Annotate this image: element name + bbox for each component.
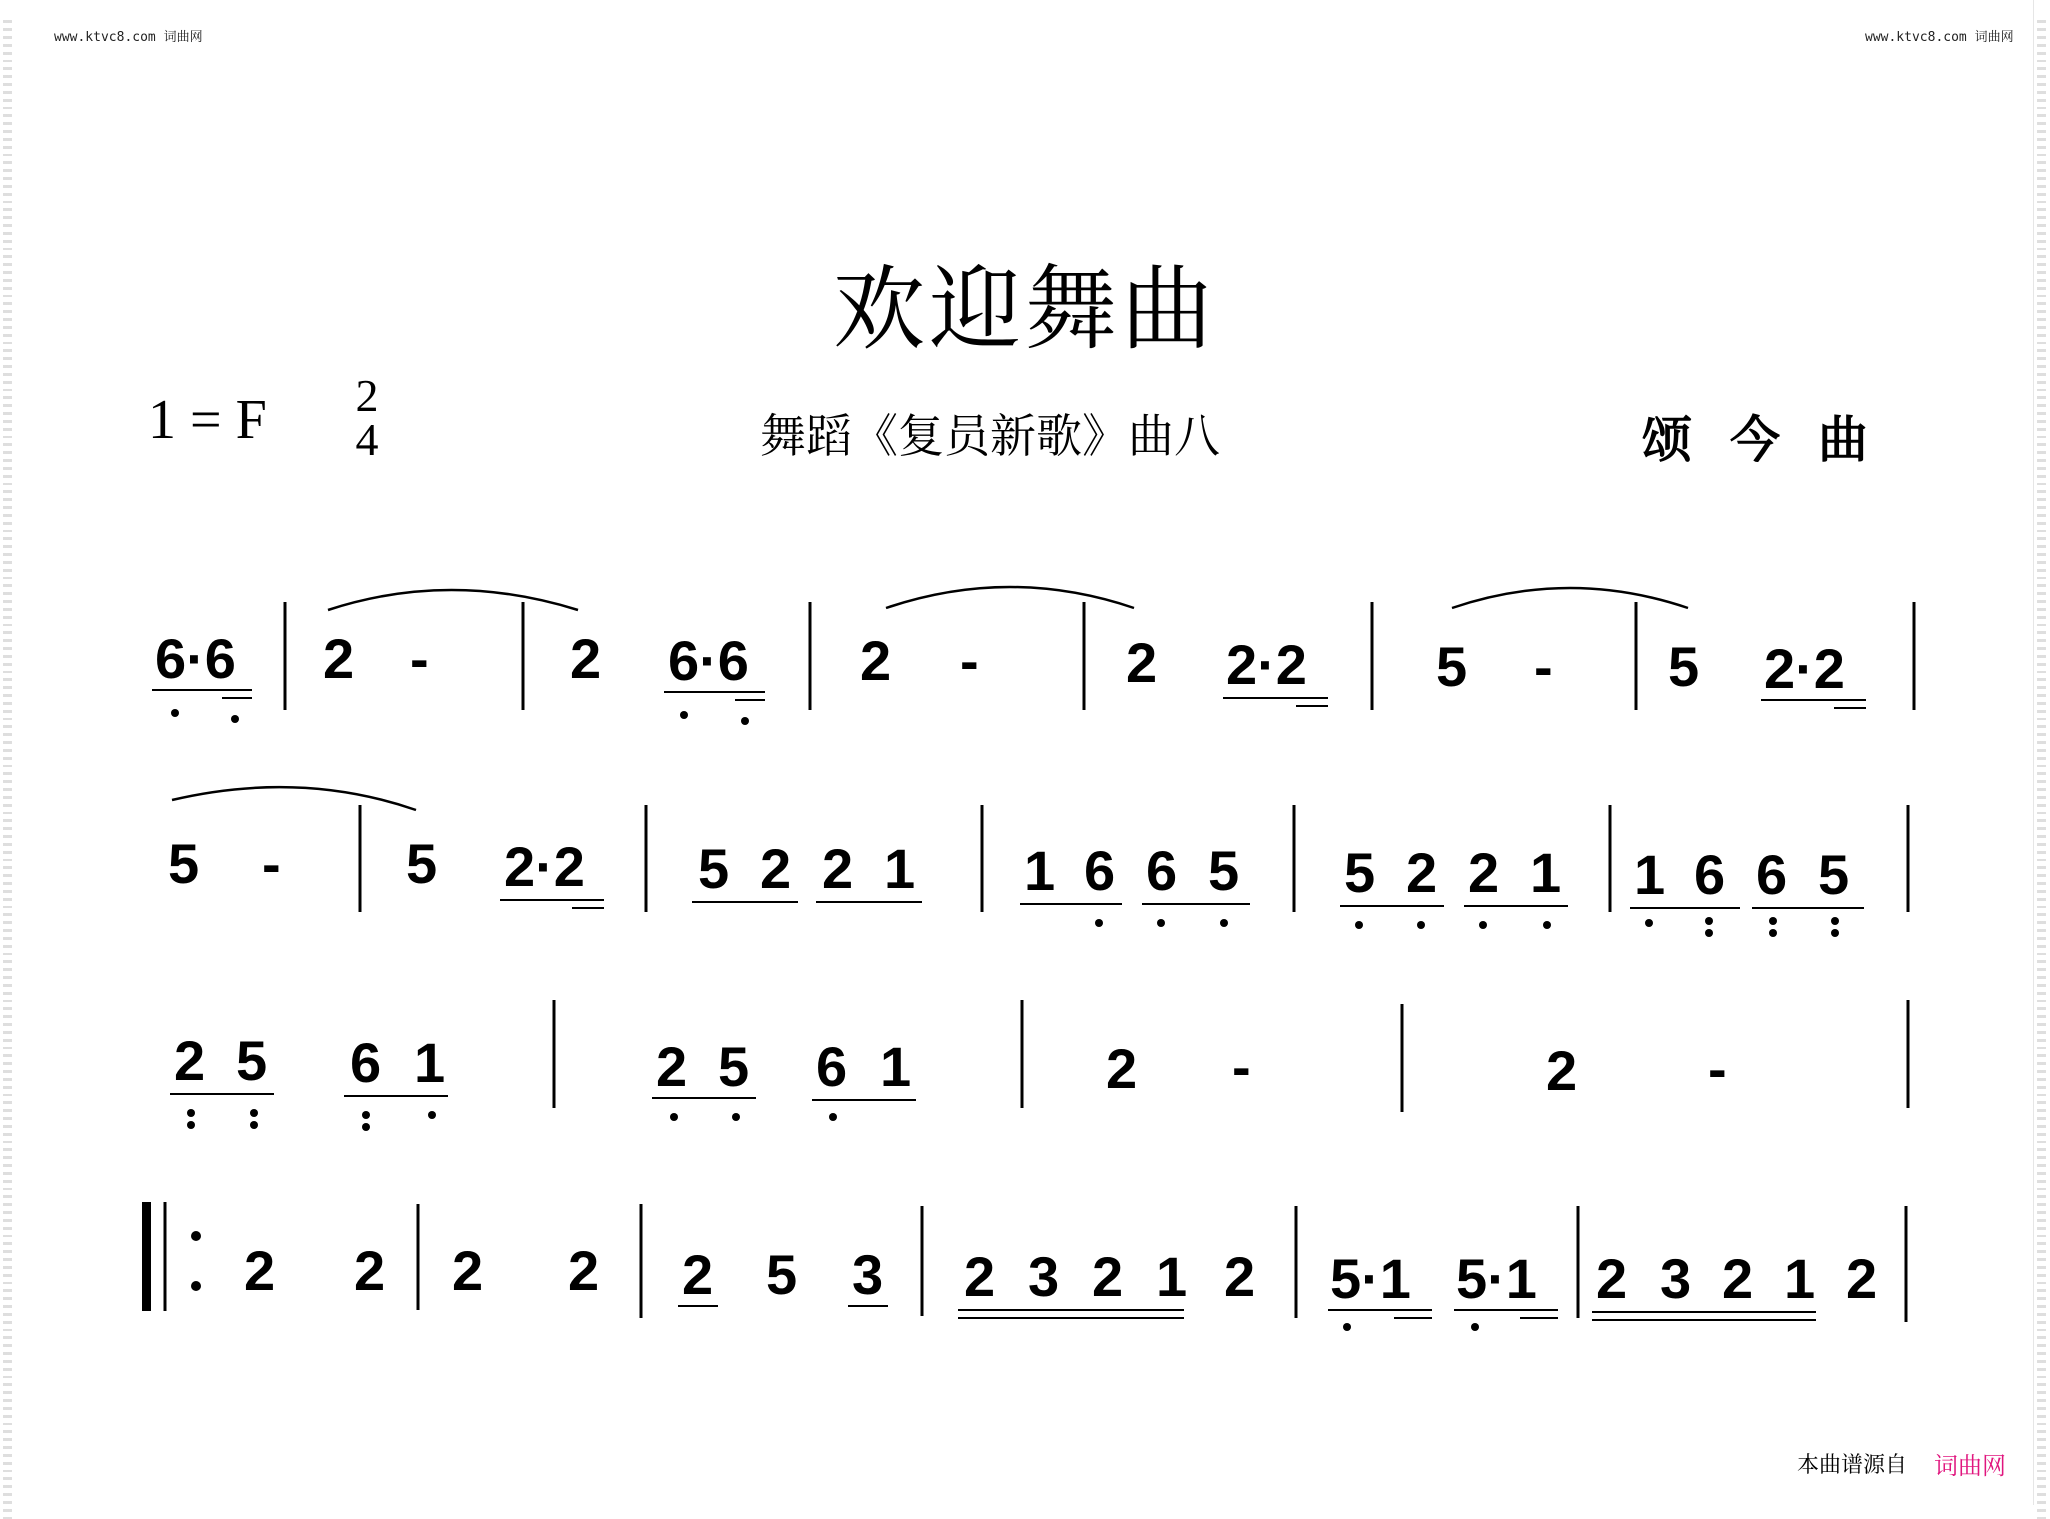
lower-octave-dot [428,1111,436,1119]
repeat-dot [191,1281,201,1291]
lower-octave-dot [1769,917,1777,925]
note: 2 [1224,1245,1256,1308]
note: 6 [350,1031,382,1094]
dash: - [1708,1037,1727,1100]
note: 6 [1756,843,1788,906]
lower-octave-dot [1831,929,1839,937]
time-signature-bottom: 4 [355,414,379,465]
note: 5 [1344,841,1376,904]
note: 2 [1106,1037,1138,1100]
note: 2 [964,1245,996,1308]
lower-octave-dot [732,1113,740,1121]
note: 2 [822,837,854,900]
note: 2 [760,837,792,900]
note: 1 [414,1031,446,1094]
tie [172,787,416,810]
watermark-left: www.ktvc8.com 词曲网 [54,30,203,45]
note: 3 [1660,1247,1692,1310]
note: 3 [852,1243,884,1306]
note: 2 [570,627,602,690]
lower-octave-dot [1479,921,1487,929]
note: 2 [568,1239,600,1302]
note: 6 [1084,839,1116,902]
tie [886,587,1134,608]
lower-octave-dot [1343,1323,1351,1331]
note: 5 [406,832,438,895]
lower-octave-dot [829,1113,837,1121]
note: 1 [1024,839,1056,902]
lower-octave-dot [1831,917,1839,925]
lower-octave-dot [1355,921,1363,929]
note: 2·2 [1226,633,1307,696]
lower-octave-dot [670,1113,678,1121]
time-signature-top: 2 [355,370,379,421]
note: 2 [323,627,355,690]
tie [1452,588,1688,608]
tie [328,590,578,610]
note: 5 [1436,635,1468,698]
note: 5 [698,837,730,900]
lower-octave-dot [1705,917,1713,925]
lower-octave-dot [1543,921,1551,929]
note: 5·1 [1456,1247,1537,1310]
note: 2·2 [1764,637,1845,700]
note: 5 [1668,635,1700,698]
lower-octave-dot [187,1109,195,1117]
subtitle: 舞蹈《复员新歌》曲八 [760,409,1220,463]
note: 2 [682,1243,714,1306]
dash: - [1534,635,1553,698]
score-row-2 [168,787,1908,937]
dash: - [960,629,979,692]
score-row-4 [142,1202,1906,1331]
score-row-3 [170,1000,1908,1131]
note: 6 [1146,839,1178,902]
note: 2 [656,1035,688,1098]
lower-octave-dot [171,709,179,717]
note: 2 [1468,841,1500,904]
note: 1 [1530,841,1562,904]
score-row-1 [152,587,1914,725]
note: 3 [1028,1245,1060,1308]
dash: - [1232,1035,1251,1098]
note: 6 [1694,843,1726,906]
note: 2 [1546,1039,1578,1102]
note: 5 [1208,839,1240,902]
note: 1 [1634,843,1666,906]
repeat-dot [191,1231,201,1241]
watermark-right: www.ktvc8.com 词曲网 [1865,30,2014,45]
lower-octave-dot [1095,919,1103,927]
composer-credit: 颂今曲 [1642,411,1906,469]
lower-octave-dot [741,717,749,725]
lower-octave-dot [250,1121,258,1129]
note: 2 [1846,1247,1878,1310]
note: 2 [1722,1247,1754,1310]
note: 2 [1406,841,1438,904]
note: 1 [884,837,916,900]
lower-octave-dot [1157,919,1165,927]
note: 2 [354,1239,386,1302]
note: 2 [244,1239,276,1302]
footer-site-link[interactable]: 词曲网 [1934,1453,2006,1480]
note: 1 [880,1035,912,1098]
lower-octave-dot [680,711,688,719]
lower-octave-dot [250,1109,258,1117]
note: 5·1 [1330,1247,1411,1310]
key-signature: 1 = F [148,389,267,451]
note: 2·2 [504,835,585,898]
lower-octave-dot [1645,919,1653,927]
note: 2 [174,1029,206,1092]
note: 6 [816,1035,848,1098]
lower-octave-dot [362,1123,370,1131]
lower-octave-dot [1417,921,1425,929]
dash: - [410,627,429,690]
note: 6·6 [668,629,749,692]
note: 5 [236,1029,268,1092]
note: 2 [1126,631,1158,694]
note: 2 [860,629,892,692]
lower-octave-dot [1769,929,1777,937]
note: 5 [1818,843,1850,906]
dash: - [262,832,281,895]
score-title: 欢迎舞曲 [832,256,1217,363]
lower-octave-dot [1220,919,1228,927]
note: 2 [452,1239,484,1302]
note: 6·6 [155,627,236,690]
lower-octave-dot [231,715,239,723]
note: 1 [1784,1247,1816,1310]
lower-octave-dot [187,1121,195,1129]
note: 1 [1156,1245,1188,1308]
repeat-start-thick-bar [142,1202,151,1311]
lower-octave-dot [1705,929,1713,937]
note: 5 [168,832,200,895]
note: 2 [1596,1247,1628,1310]
lower-octave-dot [362,1111,370,1119]
note: 5 [766,1243,798,1306]
note: 2 [1092,1245,1124,1308]
footer-source-label: 本曲谱源自 [1797,1452,1908,1477]
note: 5 [718,1035,750,1098]
lower-octave-dot [1471,1323,1479,1331]
